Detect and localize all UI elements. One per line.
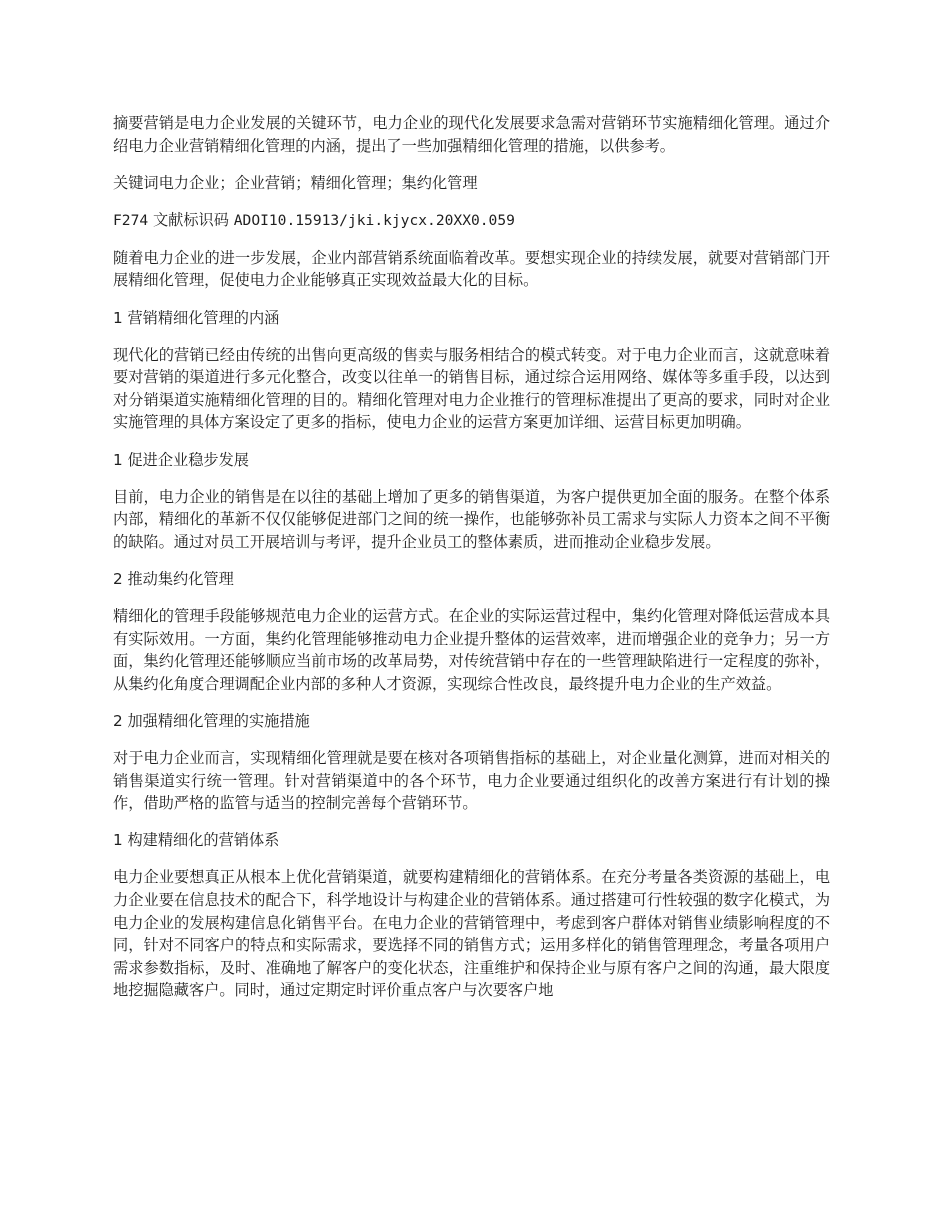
keywords-line: 关键词电力企业；企业营销；精细化管理；集约化管理: [113, 173, 478, 192]
classification-line: [113, 209, 830, 233]
section-heading: 1 促进企业稳步发展: [113, 450, 249, 469]
section-body: 电力企业要想真正从根本上优化营销渠道，就要构建精细化的营销体系。在充分考量各类资源的基础上，电力企业要在信息技术的配合下，科学地设计与构建企业的营销体系。通过搭建可行性较强的数字化模式，为电力企业的发展构建信息化销售平台。在电力企业的营销管理中，考虑到客户群体对销售业绩影响程度的不同，针对不同客户的特点和实际需求，要选择不同的销售方式；运用多样化的销售管理理念，考量各项用户需求参数指标，及时、准确地了解客户的变化状态，注重维护和保持企业与原有客户之间的沟通，最大限度地挖掘隐藏客户。同时，通过定期定时评价重点客户与次要客户地: [113, 868, 830, 1000]
classification-code: F274: [113, 211, 149, 229]
doi-text: ADOI10.15913/jki.kjycx.20XX0.059: [233, 211, 515, 229]
section-body: 现代化的营销已经由传统的出售向更高级的售卖与服务相结合的模式转变。对于电力企业而言，这就意味着要对营销的渠道进行多元化整合，改变以往单一的销售目标，通过综合运用网络、媒体等多重手段，以达到对分销渠道实施精细化管理的目的。精细化管理对电力企业推行的管理标准提出了更高的要求，同时对企业实施管理的具体方案设定了更多的指标，使电力企业的运营方案更加详细、运营目标更加明确。: [113, 345, 830, 432]
intro-paragraph: 随着电力企业的进一步发展，企业内部营销系统面临着改革。要想实现企业的持续发展，就要对营销部门开展精细化管理，促使电力企业能够真正实现效益最大化的目标。: [113, 248, 830, 290]
section-heading: 1 营销精细化管理的内涵: [113, 308, 280, 327]
section-body: 目前，电力企业的销售是在以往的基础上增加了更多的销售渠道，为客户提供更加全面的服务。在整个体系内部，精细化的革新不仅仅能够促进部门之间的统一操作，也能够弥补员工需求与实际人力资本之间不平衡的缺陷。通过对员工开展培训与考评，提升企业员工的整体素质，进而推动企业稳步发展。: [113, 487, 830, 551]
section-body: 精细化的管理手段能够规范电力企业的运营方式。在企业的实际运营过程中，集约化管理对降低运营成本具有实际效用。一方面，集约化管理能够推动电力企业提升整体的运营效率，进而增强企业的竞争力；另一方面，集约化管理还能够顺应当前市场的改革局势，对传统营销中存在的一些管理缺陷进行一定程度的弥补，从集约化角度合理调配企业内部的多种人才资源，实现综合性改良，最终提升电力企业的生产效益。: [113, 607, 830, 693]
section-heading: 1 构建精细化的营销体系: [113, 831, 280, 850]
abstract-paragraph: 摘要营销是电力企业发展的关键环节，电力企业的现代化发展要求急需对营销环节实施精细化管理。通过介绍电力企业营销精细化管理的内涵，提出了一些加强精细化管理的措施，以供参考。: [113, 114, 830, 155]
section-heading: 2 加强精细化管理的实施措施: [113, 711, 310, 730]
document-page: [113, 112, 830, 1016]
section-heading: 2 推动集约化管理: [113, 569, 234, 588]
section-body: 对于电力企业而言，实现精细化管理就是要在核对各项销售指标的基础上，对企业量化测算，进而对相关的销售渠道实行统一管理。针对营销渠道中的各个环节，电力企业要通过组织化的改善方案进行有计划的操作，借助严格的监管与适当的控制完善每个营销环节。: [113, 748, 830, 813]
classification-label: 文献标识码: [152, 210, 229, 229]
